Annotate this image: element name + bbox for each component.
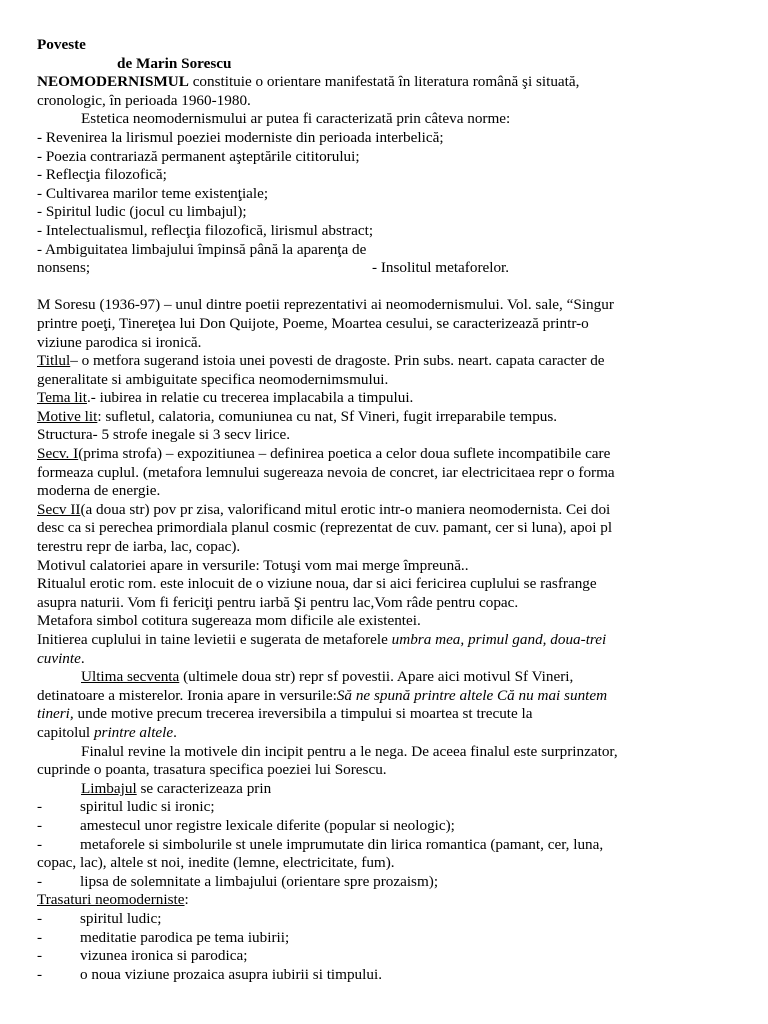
ultima-line-2: detinatoare a misterelor. Ironia apare in versurile:Să ne spună printre altele Că nu mai suntem <box>37 686 608 704</box>
trasaturi-heading: Trasaturi neomoderniste: <box>37 891 189 909</box>
list-item: - spiritul ludic; <box>37 909 162 927</box>
ultima-line-4: capitolul printre altele. <box>37 723 177 741</box>
ultima-line-3: tineri, unde motive precum trecerea ireversibila a timpului si moartea st trecute la <box>37 705 533 723</box>
list-item: - lipsa de solemnitate a limbajului (orientare spre prozaism); <box>37 872 439 890</box>
norm-item: - Revenirea la lirismul poeziei moderniste din perioada interbelică; <box>37 128 444 146</box>
norm-item-right: - Insolitul metaforelor. <box>372 259 510 277</box>
list-item-continuation: copac, lac), altele st noi, inedite (lemne, electricitate, fum). <box>37 854 395 872</box>
list-item: - o noua viziune prozaica asupra iubirii si timpului. <box>37 965 382 983</box>
secv1-label: Secv. I <box>37 445 79 463</box>
intro-term: NEOMODERNISMUL <box>37 73 189 91</box>
trasaturi-label: Trasaturi neomoderniste <box>37 891 185 909</box>
motiv-calatorie-line: Motivul calatoriei apare in versurile: Totuşi vom mai merge împreună.. <box>37 556 469 574</box>
list-item: - vizunea ironica si parodica; <box>37 947 248 965</box>
titlu-line-2: generalitate si ambiguitate specifica neomodernimsmului. <box>37 370 389 388</box>
soresu-line-3: viziune parodica si ironică. <box>37 333 202 351</box>
secv2-label: Secv II <box>37 500 81 518</box>
tema-label: Tema lit <box>37 389 87 407</box>
initierea-line-2: cuvinte. <box>37 649 85 667</box>
motive-label: Motive lit <box>37 407 98 425</box>
titlu-label: Titlul <box>37 352 71 370</box>
norm-item: - Intelectualismul, reflecţia filozofică, lirismul abstract; <box>37 221 374 239</box>
list-item: - meditatie parodica pe tema iubirii; <box>37 928 290 946</box>
tema-line: Tema lit.- iubirea in relatie cu trecerea implacabila a timpului. <box>37 389 414 407</box>
document-title: Poveste <box>37 36 86 53</box>
initierea-line-1: Initierea cuplului in taine levietii e sugerata de metaforele umbra mea, primul gand, doua-trei <box>37 631 607 648</box>
list-item: - spiritul ludic si ironic; <box>37 798 215 816</box>
norm-item: - Ambiguitatea limbajului împinsă până la aparenţa de <box>37 240 367 258</box>
intro-line-2: cronologic, în perioada 1960-1980. <box>37 91 251 109</box>
spacer <box>37 278 743 297</box>
ultima-label: Ultima secventa <box>81 668 180 686</box>
ultima-line-1: Ultima secventa (ultimele doua str) repr sf povestii. Apare aici motivul Sf Vineri, <box>81 668 574 686</box>
limbajul-heading: Limbajul se caracterizeaza prin <box>81 779 272 797</box>
list-item: - metaforele si simbolurile st unele imprumutate din lirica romantica (pamant, cer, luna, <box>37 835 604 853</box>
soresu-line-2: printre poeţi, Tinereţea lui Don Quijote, Poeme, Moartea cesului, se caracterizează printr-o <box>37 314 589 332</box>
secv2-line-2: desc ca si perechea primordiala planul cosmic (reprezentat de cuv. pamant, cer si luna), apoi pl <box>37 519 613 537</box>
soresu-line-1: M Soresu (1936-97) – unul dintre poetii reprezentativi ai neomodernismului. Vol. sale, “Singur <box>37 296 614 314</box>
norm-item-last: nonsens; - Insolitul metaforelor. <box>37 259 510 277</box>
motive-line: Motive lit: sufletul, calatoria, comuniunea cu nat, Sf Vineri, fugit irreparabile tempus. <box>37 407 558 425</box>
norm-item: - Spiritul ludic (jocul cu limbajul); <box>37 203 247 221</box>
limbajul-label: Limbajul <box>81 779 137 797</box>
secv1-line-1: Secv. I(prima strofa) – expozitiunea – definirea poetica a celor doua suflete incompatibile care <box>37 445 611 463</box>
norm-item: - Cultivarea marilor teme existenţiale; <box>37 184 269 202</box>
list-item: - amestecul unor registre lexicale diferite (popular si neologic); <box>37 816 455 834</box>
intro-line-1: NEOMODERNISMUL constituie o orientare manifestată în literatura română şi situată, <box>37 73 580 91</box>
secv2-line-3: terestru repr de iarba, lac, copac). <box>37 538 241 556</box>
titlu-line-1: Titlul– o metfora sugerand istoia unei povesti de dragoste. Prin subs. neart. capata caracter de <box>37 352 605 370</box>
secv1-line-2: formeaza cuplul. (metafora lemnului sugereaza nevoia de concret, iar electricitaea repr o forma <box>37 463 615 481</box>
ritual-line-1: Ritualul erotic rom. este inlocuit de o viziune noua, dar si aici fericirea cuplului se rasfrange <box>37 575 597 593</box>
structura-line: Structura- 5 strofe inegale si 3 secv lirice. <box>37 426 291 444</box>
finalul-line-2: cuprinde o poanta, trasatura specifica poeziei lui Sorescu. <box>37 761 387 779</box>
secv2-line-1: Secv II(a doua str) pov pr zisa, valorificand mitul erotic intr-o maniera neomodernista. Cei doi <box>37 500 611 518</box>
document-page <box>37 36 743 984</box>
metafora-line: Metafora simbol cotitura sugereaza mom dificile ale existentei. <box>37 612 421 630</box>
finalul-line-1: Finalul revine la motivele din incipit pentru a le nega. De aceea finalul este surprinzator, <box>81 742 618 760</box>
secv1-line-3: moderna de energie. <box>37 482 161 500</box>
intro-line-3: Estetica neomodernismului ar putea fi caracterizată prin câteva norme: <box>81 110 511 128</box>
author-line: de Marin Sorescu <box>117 54 232 72</box>
norm-item: - Reflecţia filozofică; <box>37 166 167 184</box>
norm-item: - Poezia contrariază permanent aşteptările cititorului; <box>37 147 360 165</box>
ritual-line-2: asupra naturii. Vom fi fericiţi pentru iarbă Şi pentru lac,Vom râde pentru copac. <box>37 593 519 611</box>
